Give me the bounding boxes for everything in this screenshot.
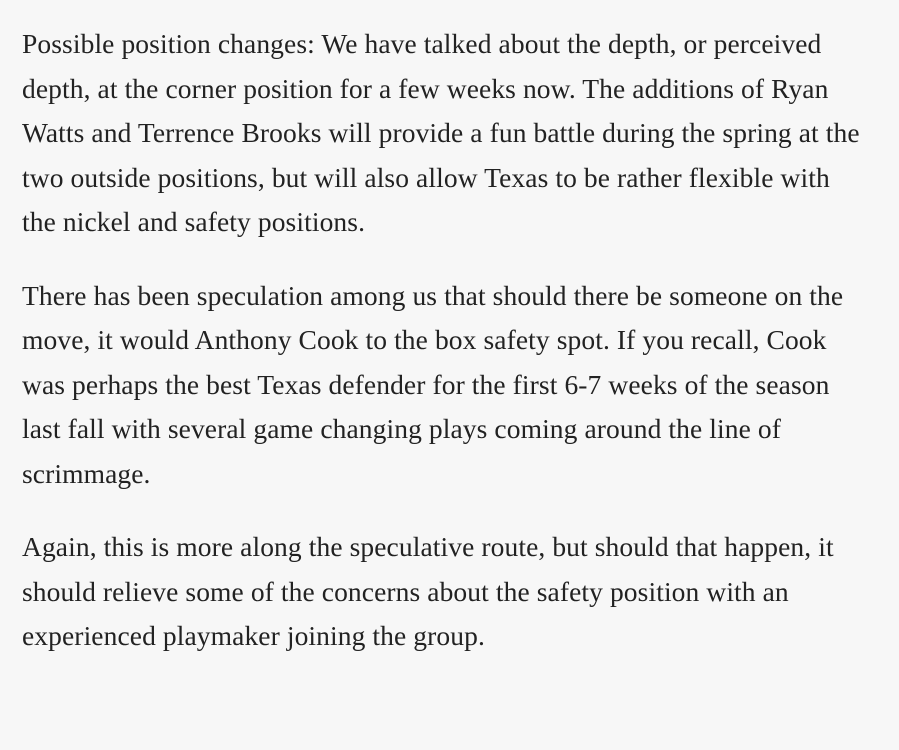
paragraph: Again, this is more along the speculative route, but should that happen, it should relieve some of the concerns about the safety position with an experienced playmaker joining the group. xyxy=(22,531,834,651)
paragraph: There has been speculation among us that should there be someone on the move, it would Anthony Cook to the box safety spot. If you recall, Cook was perhaps the best Texas defender for the first 6-7 weeks of the season last fall with several game changing plays coming around the line of scrimmage. xyxy=(22,279,844,489)
paragraph: Possible position changes: We have talked about the depth, or perceived depth, at the corner position for a few weeks now. The additions of Ryan Watts and Terrence Brooks will provide a fun battle during the spring at the two outside positions, but will also allow Texas to be rather flexible with the nickel and safety positions. xyxy=(22,28,860,237)
